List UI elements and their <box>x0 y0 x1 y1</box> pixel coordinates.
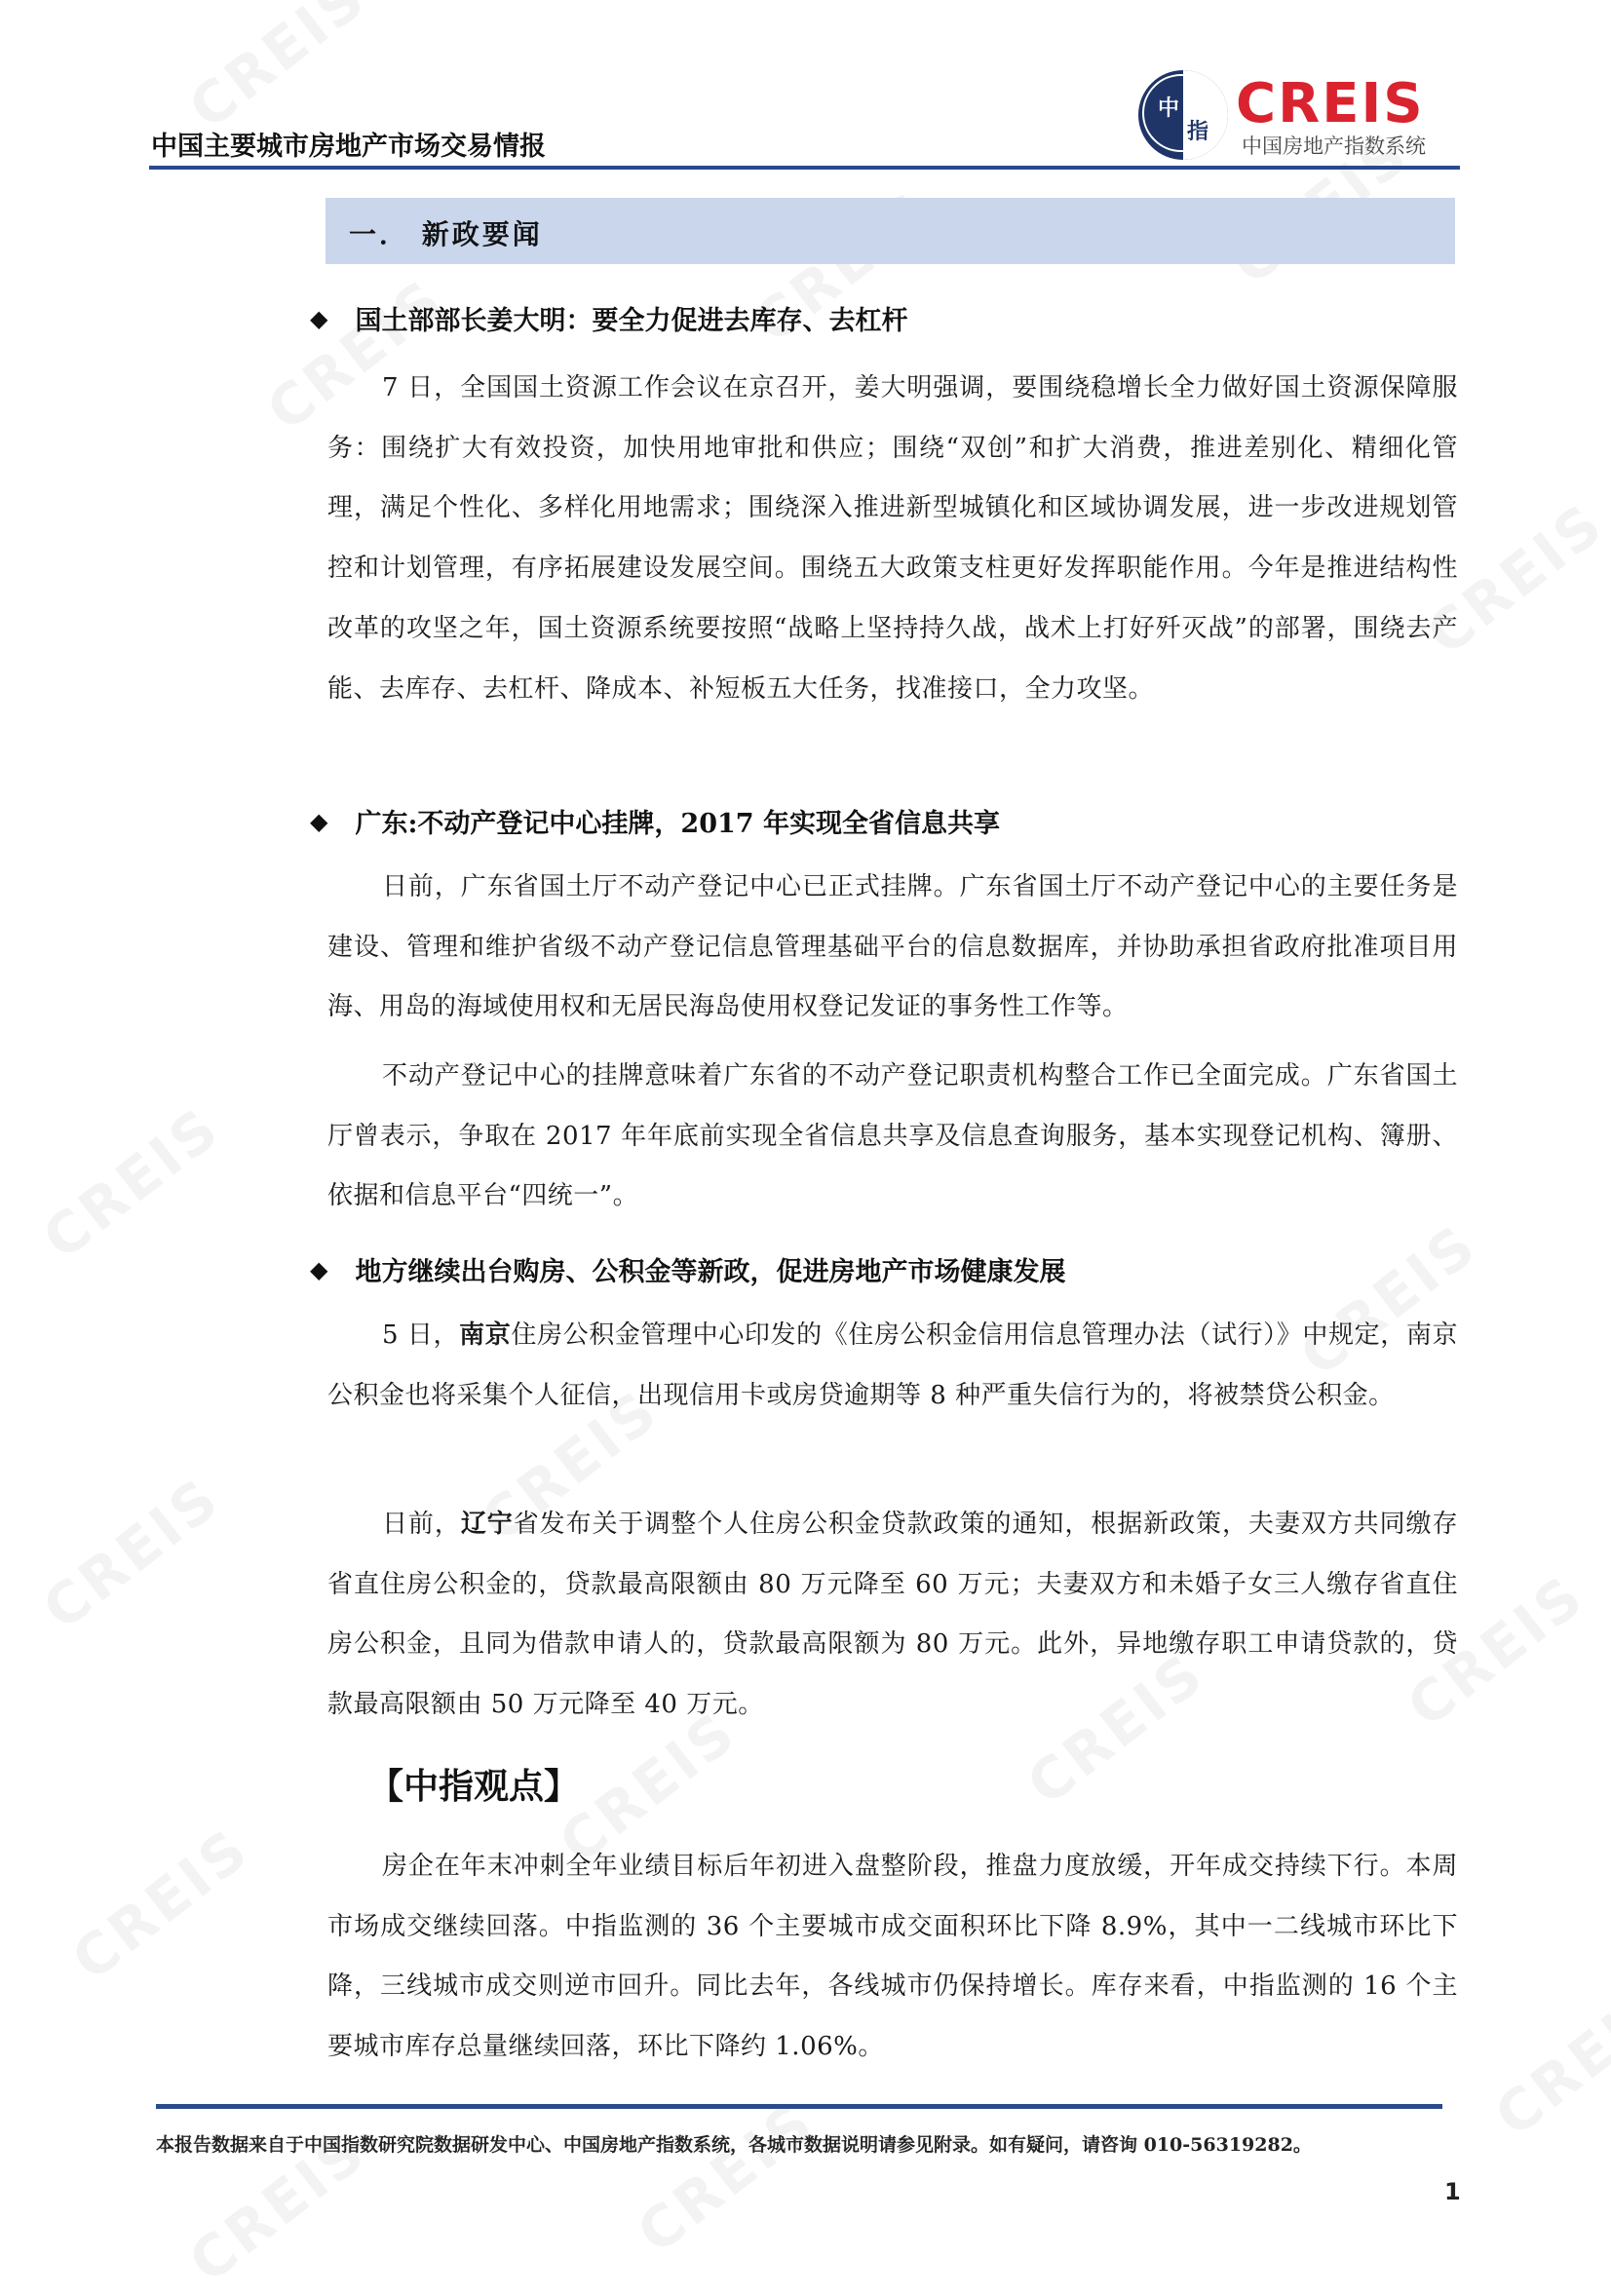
watermark <box>59 1816 262 1994</box>
news-paragraph: 7 日，全国国土资源工作会议在京召开，姜大明强调，要围绕稳增长全力做好国土资源保障服务：围绕扩大有效投资，加快用地审批和供应；围绕“双创”和扩大消费，推进差别化、精细化管理，满足个性化、多样化用地需求；围绕深入推进新型城镇化和区域协调发展，进一步改进规划管控和计划管理，有序拓展建设发展空间。围绕五大政策支柱更好发挥职能作用。今年是推进结构性改革的攻坚之年，国土资源系统要按照“战略上坚持持久战，战术上打好歼灭战”的部署，围绕去产能、去库存、去杠杆、降成本、补短板五大任务，找准接口，全力攻坚。 <box>327 373 1458 704</box>
diamond-bullet-icon: ◆ <box>310 1255 328 1283</box>
viewpoint-title: 【中指观点】 <box>368 1766 580 1807</box>
header-rule <box>149 166 1460 170</box>
news-heading <box>310 1250 1065 1288</box>
news-paragraph: 不动产登记中心的挂牌意味着广东省的不动产登记职责机构整合工作已全面完成。广东省国土厅曾表示，争取在 2017 年年底前实现全省信息共享及信息查询服务，基本实现登记机构、簿册、依据和信息平台“四统一”。 <box>327 1061 1458 1211</box>
watermark <box>1482 1971 1611 2150</box>
report-title: 中国主要城市房地产市场交易情报 <box>151 132 546 162</box>
watermark <box>625 2088 827 2267</box>
logo-char: 中 <box>1158 96 1180 121</box>
paragraph-body: 省发布关于调整个人住房公积金贷款政策的通知，根据新政策，夫妻双方共同缴存省直住房公积金的，贷款最高限额由 80 万元降至 60 万元；夫妻双方和未婚子女三人缴存省直住房公积金，且同为借款申请人的，贷款最高限额为 80 万元。此外，异地缴存职工申请贷款的，贷款最高限额由 50 万元降至 40 万元。 <box>327 1510 1458 1720</box>
city-name: 南京 <box>459 1320 512 1350</box>
logo-char: 指 <box>1187 120 1209 144</box>
logo-subtitle: 中国房地产指数系统 <box>1242 134 1426 158</box>
paragraph-lead: 5 日， <box>382 1320 460 1350</box>
paragraph-lead: 日前， <box>382 1510 461 1539</box>
footer-note: 本报告数据来自于中国指数研究院数据研发中心、中国房地产指数系统，各城市数据说明请参见附录。如有疑问，请咨询 010-56319282。 <box>156 2134 1312 2156</box>
news-heading <box>310 299 907 337</box>
watermark <box>30 1465 233 1643</box>
viewpoint-paragraph: 房企在年末冲刺全年业绩目标后年初进入盘整阶段，推盘力度放缓，开年成交持续下行。本周市场成交继续回落。中指监测的 36 个主要城市成交面积环比下降 8.9%，其中一二线城市环比下降，三线城市成交则逆市回升。同比去年，各线城市仍保持增长。库存来看，中指监测的 16 个主要城市库存总量继续回落，环比下降约 1.06%。 <box>327 1852 1458 2062</box>
section-bar <box>326 198 1455 264</box>
logo-emblem <box>1138 70 1228 160</box>
footer-rule <box>156 2104 1442 2109</box>
creis-logo <box>1138 70 1460 160</box>
news-heading-text: 地方继续出台购房、公积金等新政，促进房地产市场健康发展 <box>355 1257 1066 1287</box>
paragraph-body: 住房公积金管理中心印发的《住房公积金信用信息管理办法（试行）》中规定，南京公积金也将采集个人征信，出现信用卡或房贷逾期等 8 种严重失信行为的，将被禁贷公积金。 <box>327 1320 1458 1410</box>
logo-brand: CREIS <box>1236 72 1425 135</box>
page-number: 1 <box>1444 2178 1461 2205</box>
diamond-bullet-icon: ◆ <box>310 807 328 835</box>
news-paragraph: 日前，广东省国土厅不动产登记中心已正式挂牌。广东省国土厅不动产登记中心的主要任务是建设、管理和维护省级不动产登记信息管理基础平台的信息数据库，并协助承担省政府批准项目用海、用岛的海域使用权和无居民海岛使用权登记发证的事务性工作等。 <box>327 872 1458 1022</box>
city-name: 辽宁 <box>460 1510 514 1539</box>
watermark <box>176 0 379 141</box>
news-paragraph <box>327 1306 1458 1426</box>
news-heading-text: 国土部部长姜大明：要全力促进去库存、去杠杆 <box>355 306 908 336</box>
news-paragraph <box>327 1495 1458 1736</box>
diamond-bullet-icon: ◆ <box>310 304 328 332</box>
news-heading-text: 广东:不动产登记中心挂牌，2017 年实现全省信息共享 <box>355 809 1000 839</box>
section-title: 一． 新政要闻 <box>349 218 543 250</box>
news-heading <box>310 802 1000 840</box>
watermark <box>30 1094 233 1273</box>
